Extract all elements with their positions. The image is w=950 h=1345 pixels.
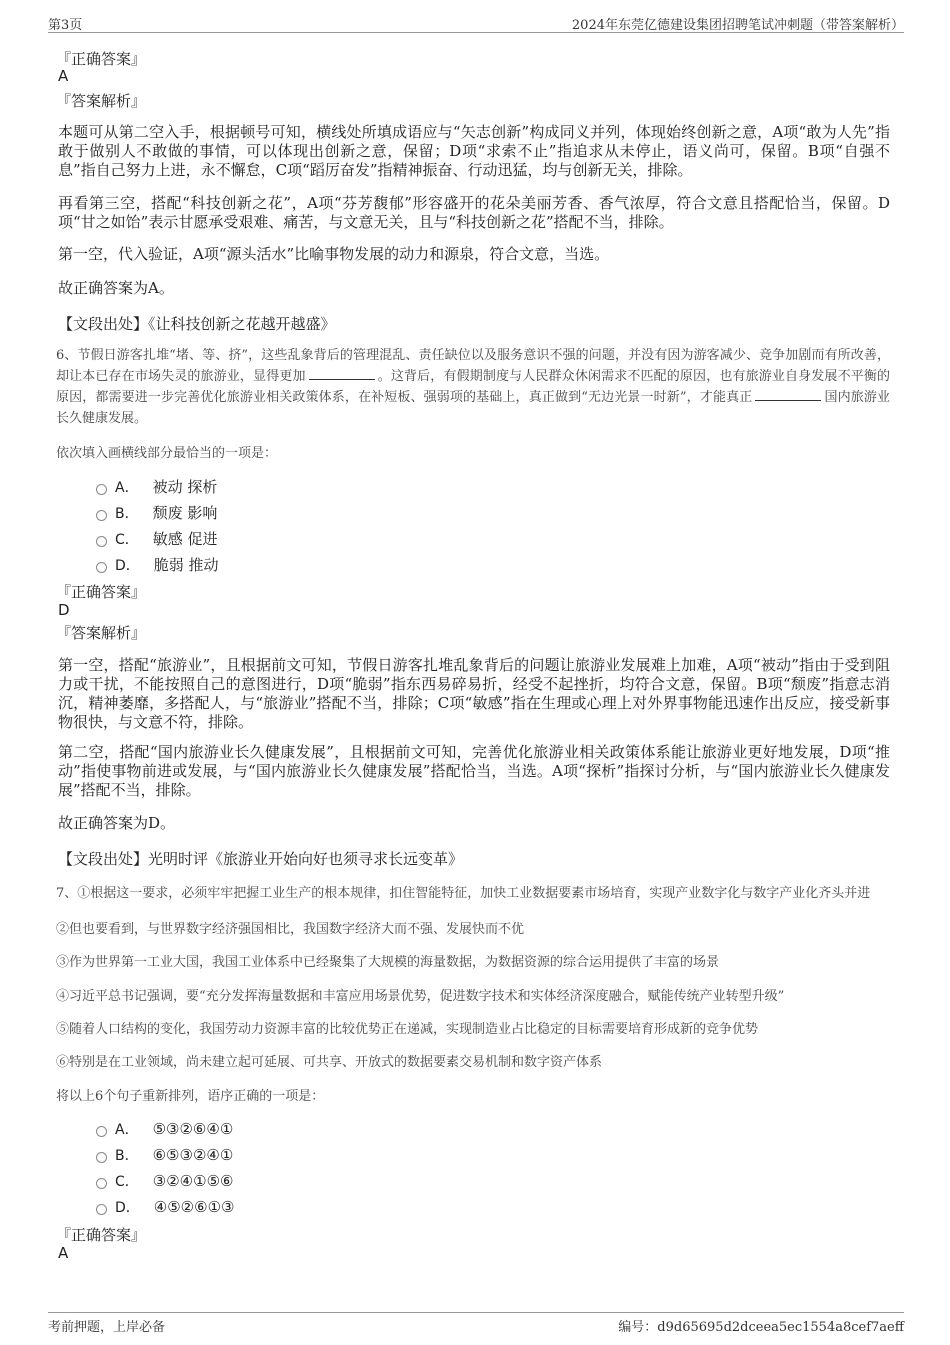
option-text: ④⑤②⑥①③ <box>153 1198 235 1216</box>
sentence-item: ⑤随着人口结构的变化，我国劳动力资源丰富的比较优势正在递减，实现制造业占比稳定的目标需要培育形成新的竞争优势 <box>56 1022 759 1037</box>
correct-answer-label: 『正确答案』 <box>56 50 147 68</box>
option-letter: C． <box>115 532 139 548</box>
analysis-label: 『答案解析』 <box>56 624 147 642</box>
option-letter: B． <box>115 506 139 522</box>
question-stem-part: 国内旅游业长久健康发展。 <box>56 390 890 426</box>
option-letter: A． <box>115 1122 139 1138</box>
option-d[interactable] <box>96 1197 234 1217</box>
sentence-item: ④习近平总书记强调，要“充分发挥海量数据和丰富应用场景优势，促进数字技术和实体经济深度融合，赋能传统产业转型升级” <box>56 989 785 1004</box>
question-prompt: 将以上6个句子重新排列，语序正确的一项是： <box>56 1089 325 1104</box>
radio-icon[interactable] <box>96 1152 107 1163</box>
sentence-item: ②但也要看到，与世界数字经济强国相比，我国数字经济大而不强、发展快而不优 <box>56 922 525 937</box>
document-title: 2024年东莞亿德建设集团招聘笔试冲刺题（带答案解析） <box>571 18 904 33</box>
footer-slogan: 考前押题，上岸必备 <box>48 1320 166 1335</box>
page-number: 第3页 <box>48 18 83 33</box>
radio-icon[interactable] <box>96 562 107 573</box>
source-citation: 【文段出处】光明时评《旅游业开始向好也须寻求长远变革》 <box>58 850 464 868</box>
radio-icon[interactable] <box>96 1178 107 1189</box>
option-c[interactable] <box>96 1171 233 1191</box>
correct-answer-value: A <box>58 67 69 85</box>
question-stem-part: 6、节假日游客扎堆“堵、等、挤”，这些乱象背后的管理混乱、责任缺位以及服务意识不强的问题，并没有因为游客减少、竞争加剧而有所改善，却让本已存在市场失灵的旅游业，显得更加 <box>56 348 890 384</box>
analysis-paragraph: 本题可从第二空入手，根据顿号可知，横线处所填成语应与“矢志创新”构成同义并列，体现始终创新之意，A项“敢为人先”指敢于做别人不敢做的事情，可以体现出创新之意，保留；D项“求索不止”指追求从未停止，语义尚可，保留。B项“自强不息”指自己努力上进，永不懈怠，C项“蹈厉奋发”指精神振奋、行动迅猛，均与创新无关，排除。 <box>58 123 890 179</box>
question-prompt: 依次填入画横线部分最恰当的一项是： <box>56 446 278 461</box>
option-text: 被动 探析 <box>152 478 218 496</box>
option-letter: C． <box>115 1174 139 1190</box>
analysis-paragraph: 再看第三空，搭配“科技创新之花”，A项“芬芳馥郁”形容盛开的花朵美丽芳香、香气浓厚，符合文意且搭配恰当，保留。D项“甘之如饴”表示甘愿承受艰难、痛苦，与文意无关，且与“科技创新之花”搭配不当，排除。 <box>58 194 890 231</box>
option-a[interactable] <box>96 1119 233 1139</box>
option-text: ③②④①⑤⑥ <box>152 1172 234 1190</box>
option-b[interactable] <box>96 502 217 522</box>
sentence-item: 7、①根据这一要求，必须牢牢把握工业生产的根本规律，扣住智能特征，加快工业数据要素市场培育，实现产业数字化与数字产业化齐头并进 <box>56 886 871 901</box>
radio-icon[interactable] <box>96 536 107 547</box>
page-header <box>48 12 904 33</box>
correct-answer-value: A <box>58 1244 69 1262</box>
option-text: 脆弱 推动 <box>153 556 219 574</box>
option-text: ⑤③②⑥④① <box>152 1120 234 1138</box>
analysis-label: 『答案解析』 <box>56 92 147 110</box>
option-text: 敏感 促进 <box>152 530 218 548</box>
question-stem-part: 。这背后，有假期制度与人民群众休闲需求不匹配的原因，也有旅游业自身发展不平衡的原因，都需要进一步完善优化旅游业相关政策体系，在补短板、强弱项的基础上，真正做到“无边光景一时新”，才能真正 <box>56 369 890 405</box>
option-b[interactable] <box>96 1145 233 1165</box>
analysis-paragraph: 第一空，搭配“旅游业”，且根据前文可知，节假日游客扎堆乱象背后的问题让旅游业发展难上加难，A项“被动”指由于受到阻力或干扰，不能按照自己的意图进行，D项“脆弱”指东西易碎易折，经受不起挫折，均符合文意，保留。B项“颓废”指意志消沉，精神萎靡，多搭配人，与“旅游业”搭配不当，排除；C项“敏感”指在生理或心理上对外界事物能迅速作出反应，接受新事物很快，与文意不符，排除。 <box>58 656 890 731</box>
analysis-paragraph: 第一空，代入验证，A项“源头活水”比喻事物发展的动力和源泉，符合文意，当选。 <box>58 245 610 263</box>
question-stem <box>56 345 890 429</box>
option-c[interactable] <box>96 528 218 548</box>
correct-answer-label: 『正确答案』 <box>56 583 147 601</box>
page-footer <box>48 1312 904 1335</box>
option-letter: D． <box>115 558 140 574</box>
option-letter: B． <box>115 1148 139 1164</box>
radio-icon[interactable] <box>96 510 107 521</box>
fill-blank <box>309 367 375 380</box>
option-a[interactable] <box>96 476 217 496</box>
radio-icon[interactable] <box>96 1204 107 1215</box>
analysis-conclusion: 故正确答案为D。 <box>58 814 176 832</box>
option-letter: D． <box>115 1200 140 1216</box>
option-letter: A． <box>115 480 139 496</box>
source-citation: 【文段出处】《让科技创新之花越开越盛》 <box>58 315 336 333</box>
radio-icon[interactable] <box>96 484 107 495</box>
analysis-conclusion: 故正确答案为A。 <box>58 279 174 297</box>
analysis-paragraph: 第二空，搭配“国内旅游业长久健康发展”，且根据前文可知，完善优化旅游业相关政策体系能让旅游业更好地发展，D项“推动”指使事物前进或发展，与“国内旅游业长久健康发展”搭配恰当，当选。A项“探析”指探讨分析，与“国内旅游业长久健康发展”搭配不当，排除。 <box>58 743 890 799</box>
fill-blank <box>755 388 821 401</box>
option-text: 颓废 影响 <box>152 504 218 522</box>
correct-answer-label: 『正确答案』 <box>56 1226 147 1244</box>
option-text: ⑥⑤③②④① <box>152 1146 234 1164</box>
document-id: 编号：d9d65695d2dceea5ec1554a8cef7aeff <box>618 1320 904 1335</box>
radio-icon[interactable] <box>96 1126 107 1137</box>
correct-answer-value: D <box>58 601 70 619</box>
option-d[interactable] <box>96 554 219 574</box>
sentence-item: ③作为世界第一工业大国，我国工业体系中已经聚集了大规模的海量数据，为数据资源的综合运用提供了丰富的场景 <box>56 955 720 970</box>
sentence-item: ⑥特别是在工业领域，尚未建立起可延展、可共享、开放式的数据要素交易机制和数字资产体系 <box>56 1055 603 1070</box>
